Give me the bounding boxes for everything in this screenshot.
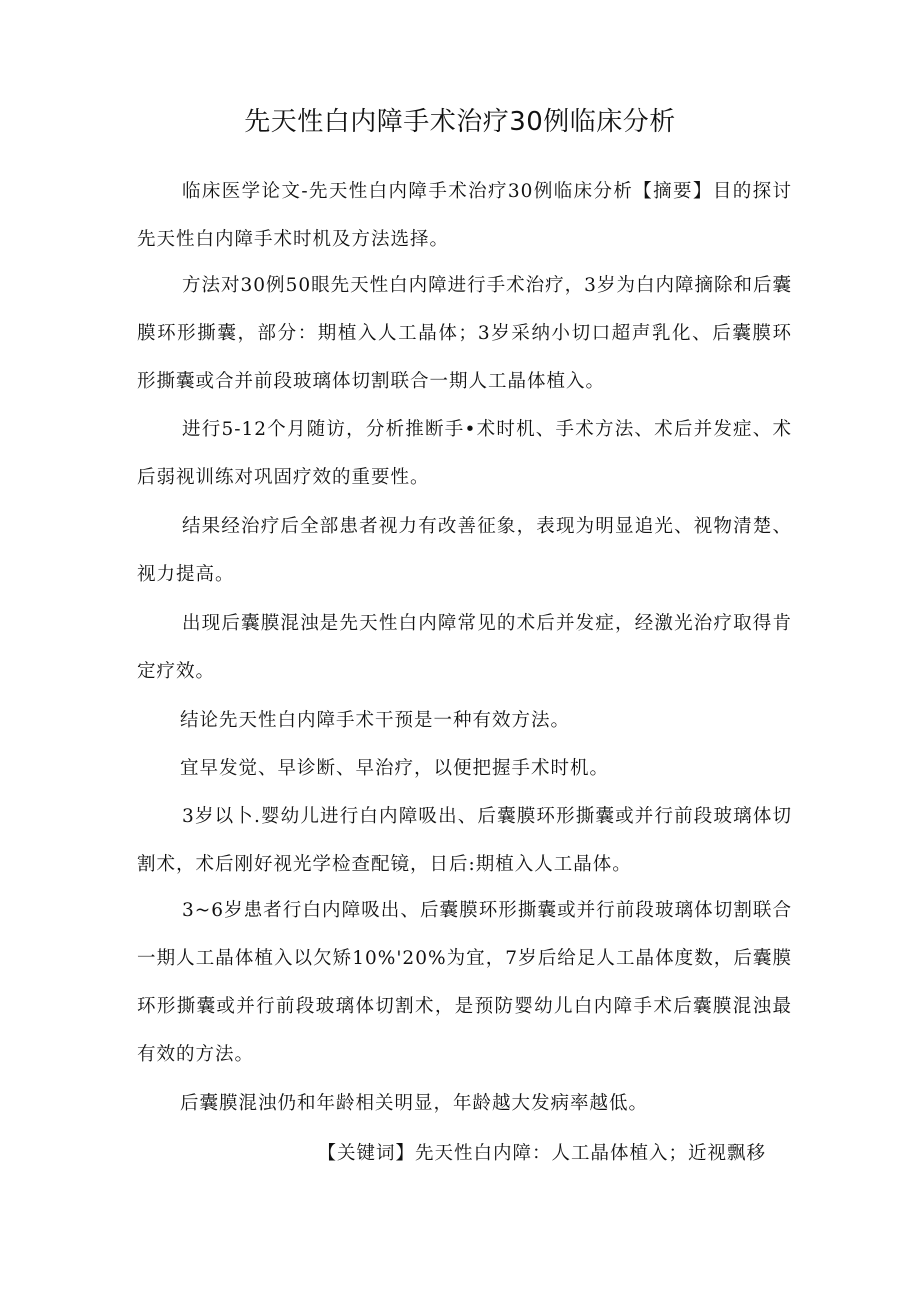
paragraph-under-three: 3岁以卜.婴幼儿进行白内障吸出、后囊膜环形撕囊或并行前段玻璃体切割术，术后刚好视光学检查配镜，日后:期植入人工晶体。	[137, 806, 792, 875]
paragraph-results: 结果经治疗后全部患者视力有改善征象，表现为明显追光、视物清楚、视力提高。	[137, 516, 792, 585]
document-title: 先天性白内障手术治疗30例临床分析	[244, 107, 676, 137]
paragraph-abstract-purpose: 临床医学论文-先天性白内障手术治疗30例临床分析【摘要】目的探讨先天性白内障手术时机及方法选择。	[137, 181, 792, 250]
paragraph-conclusion: 结论先天性白内障手术干预是一种有效方法。	[180, 710, 571, 731]
keywords-line: 【关键词】先天性白内障：人工晶体植入；近视飘移	[317, 1143, 766, 1164]
paragraph-methods: 方法对30例50眼先天性白内障进行手术治疗，3岁为白内障摘除和后囊膜环形撕囊，部分：期植入人工晶体；3岁采纳小切口超声乳化、后囊膜环形撕囊或合并前段玻璃体切割联合一期人工晶体植入。	[137, 275, 792, 392]
paragraph-early-treatment: 宜早发觉、早诊断、早治疗，以便把握手术时机。	[180, 758, 610, 779]
paragraph-complication: 出现后囊膜混浊是先天性白内障常见的术后并发症，经激光治疗取得肯定疗效。	[137, 613, 792, 682]
paragraph-follow-up: 进行5-12个月随访，分析推断手•术时机、手术方法、术后并发症、术后弱视训练对巩固疗效的重要性。	[137, 419, 792, 488]
paragraph-age-correlation: 后囊膜混浊仍和年龄相关明显，年龄越大发病率越低。	[180, 1093, 649, 1114]
paragraph-three-to-six: 3~6岁患者行白内障吸出、后囊膜环形撕囊或并行前段玻璃体切割联合一期人工晶体植入以欠矫10%'20%为宜，7岁后给足人工晶体度数，后囊膜环形撕囊或并行前段玻璃体切割术，是预防婴幼儿白内障手术后囊膜混浊最有效的方法。	[137, 900, 792, 1065]
